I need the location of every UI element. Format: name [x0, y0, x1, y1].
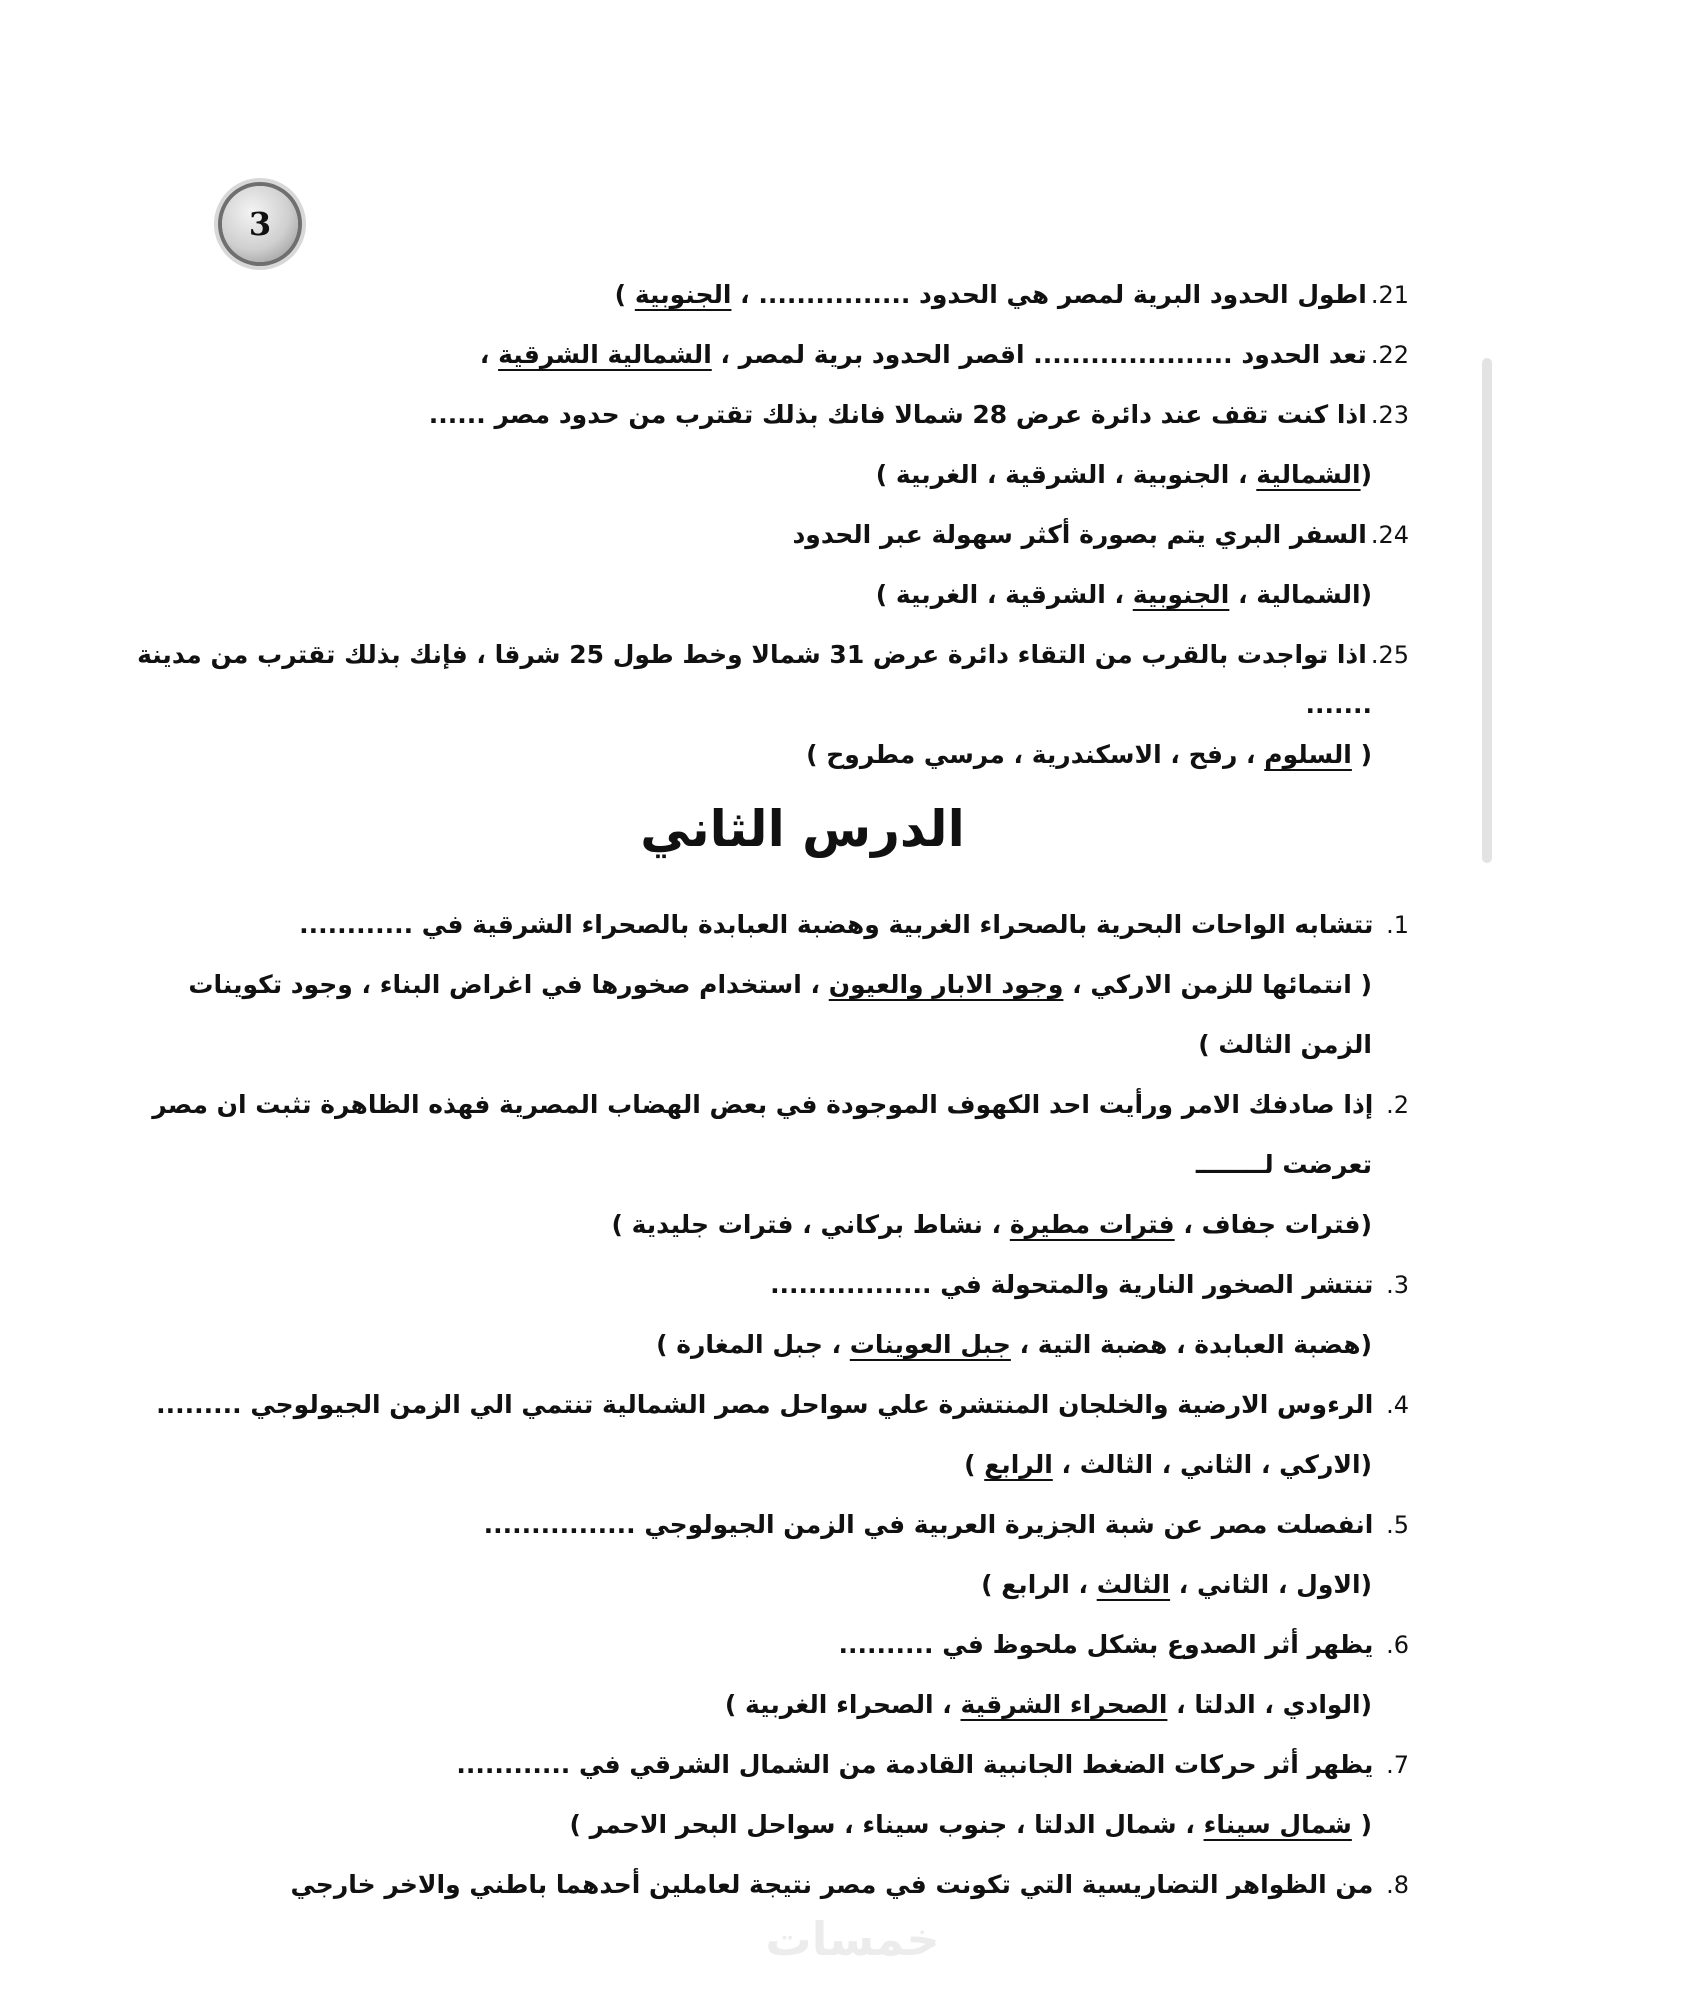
question-25: 25.اذا تواجدت بالقرب من التقاء دائرة عرض 31 شمالا وخط طول 25 شرقا ، فإنك بذلك تقترب من مدينة — [137, 640, 1409, 669]
question-22: 22.تعد الحدود ..................... اقصر الحدود برية لمصر ، الشمالية الشرقية ، — [479, 340, 1409, 369]
question-21: 21.اطول الحدود البرية لمصر هي الحدود ................ ، الجنوبية ) — [614, 280, 1409, 309]
lesson2-question-7: 7. يظهر أثر حركات الضغط الجانبية القادمة من الشمال الشرقي في ............ — [456, 1750, 1409, 1779]
lesson2-question-2: 2. إذا صادفك الامر ورأيت احد الكهوف الموجودة في بعض الهضاب المصرية فهذه الظاهرة تثبت ان مصر — [152, 1090, 1409, 1119]
lesson2-question-1-options-cont: الزمن الثالث ) — [1198, 1030, 1372, 1059]
correct-answer: الجنوبية — [634, 280, 732, 309]
lesson2-question-3-options: (هضبة العبابدة ، هضبة التية ، جبل العوينات ، جبل المغارة ) — [656, 1330, 1372, 1359]
correct-answer: الشمالية الشرقية — [498, 340, 712, 369]
lesson2-question-2-cont: تعرضت لــــــــ — [1195, 1150, 1372, 1179]
page-number: 3 — [248, 205, 272, 243]
question-25-cont: ....... — [1305, 690, 1372, 719]
lesson2-question-1: 1. تتشابه الواحات البحرية بالصحراء الغربية وهضبة العبابدة بالصحراء الشرقية في ............ — [299, 910, 1409, 939]
lesson-title: الدرس الثاني — [640, 800, 965, 858]
lesson2-question-2-options: (فترات جفاف ، فترات مطيرة ، نشاط بركاني ، فترات جليدية ) — [611, 1210, 1372, 1239]
scrollbar[interactable] — [1482, 358, 1492, 863]
lesson2-question-4-options: (الاركي ، الثاني ، الثالث ، الرابع ) — [964, 1450, 1372, 1479]
lesson2-question-6: 6. يظهر أثر الصدوع بشكل ملحوظ في .......... — [838, 1630, 1409, 1659]
question-25-options: ( السلوم ، رفح ، الاسكندرية ، مرسي مطروح ) — [806, 740, 1372, 769]
lesson2-question-7-options: ( شمال سيناء ، شمال الدلتا ، جنوب سيناء ، سواحل البحر الاحمر ) — [569, 1810, 1372, 1839]
lesson2-question-5-options: (الاول ، الثاني ، الثالث ، الرابع ) — [981, 1570, 1372, 1599]
watermark-logo: خمسات — [765, 1912, 940, 1966]
lesson2-question-4: 4. الرءوس الارضية والخلجان المنتشرة علي سواحل مصر الشمالية تنتمي الي الزمن الجيولوجي ......... — [156, 1390, 1409, 1419]
question-23-options: (الشمالية ، الجنوبية ، الشرقية ، الغربية ) — [875, 460, 1372, 489]
question-23: 23.اذا كنت تقف عند دائرة عرض 28 شمالا فانك بذلك تقترب من حدود مصر ...... — [428, 400, 1409, 429]
lesson2-question-6-options: (الوادي ، الدلتا ، الصحراء الشرقية ، الصحراء الغربية ) — [724, 1690, 1372, 1719]
lesson2-question-8: 8. من الظواهر التضاريسية التي تكونت في مصر نتيجة لعاملين أحدهما باطني والاخر خارجي — [290, 1870, 1409, 1899]
question-24: 24.السفر البري يتم بصورة أكثر سهولة عبر الحدود — [792, 520, 1409, 549]
lesson2-question-1-options: ( انتمائها للزمن الاركي ، وجود الابار والعيون ، استخدام صخورها في اغراض البناء ، وجود تكوينات — [188, 970, 1372, 999]
lesson2-question-3: 3. تنتشر الصخور النارية والمتحولة في ................. — [770, 1270, 1409, 1299]
page-number-badge — [222, 186, 298, 262]
lesson2-question-5: 5. انفصلت مصر عن شبة الجزيرة العربية في الزمن الجيولوجي ................ — [483, 1510, 1409, 1539]
question-24-options: (الشمالية ، الجنوبية ، الشرقية ، الغربية ) — [875, 580, 1372, 609]
